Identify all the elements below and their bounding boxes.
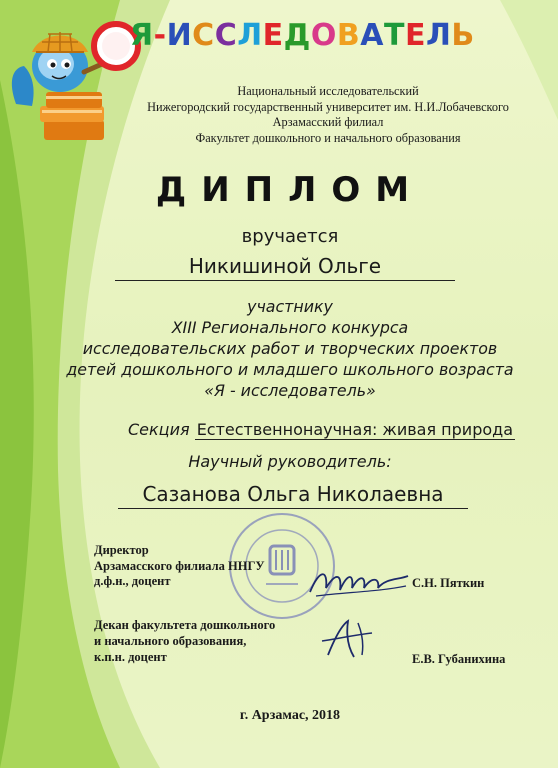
brand-title-text xyxy=(130,18,475,53)
participant-line: исследовательских работ и творческих проектов xyxy=(82,339,498,358)
brand-letter: Я xyxy=(130,18,154,53)
explorer-logo xyxy=(2,8,142,158)
institution-block xyxy=(128,84,528,146)
institution-line: Арзамасский филиал xyxy=(272,115,384,129)
supervisor-name: Сазанова Ольга Николаевна xyxy=(118,482,468,509)
director-line: Директор xyxy=(94,543,149,557)
dean-line: Декан факультета дошкольного xyxy=(94,618,276,632)
institution-line: Национальный исследовательский xyxy=(237,84,419,98)
diploma-title: ДИПЛОМ xyxy=(155,170,425,210)
section-line xyxy=(128,420,515,439)
brand-letter: С xyxy=(192,18,215,53)
brand-letter: Л xyxy=(237,18,263,53)
dean-name: Е.В. Губанихина xyxy=(412,652,506,666)
brand-letter: Л xyxy=(425,18,452,53)
brand-letter: И xyxy=(166,18,193,53)
dean-line: к.п.н. доцент xyxy=(94,650,167,664)
director-block xyxy=(94,543,265,590)
dean-line: и начального образования, xyxy=(94,634,247,648)
dean-block xyxy=(94,617,275,665)
brand-letter: О xyxy=(310,18,337,53)
director-signature xyxy=(306,562,412,602)
brand-title xyxy=(130,18,550,53)
brand-letter: Е xyxy=(404,18,426,53)
recipient-name: Никишиной Ольге xyxy=(115,254,455,281)
section-value: Естественнонаучная: живая природа xyxy=(196,420,513,439)
brand-letter: Ь xyxy=(451,18,475,53)
brand-letter: - xyxy=(153,18,167,53)
city-year: г. Арзамас, 2018 xyxy=(239,708,341,723)
brand-letter: С xyxy=(214,18,238,53)
participant-block xyxy=(60,296,520,401)
director-line: д.ф.н., доцент xyxy=(94,574,171,588)
participant-line: участнику xyxy=(247,297,333,316)
awarded-text: вручается xyxy=(241,226,339,247)
brand-letter: В xyxy=(336,18,361,53)
brand-letter: А xyxy=(360,18,384,53)
supervisor-label: Научный руководитель: xyxy=(188,452,392,471)
section-label: Секция xyxy=(128,420,190,439)
brand-letter: Д xyxy=(283,18,311,53)
dean-signature xyxy=(318,615,378,665)
director-line: Арзамасского филиала ННГУ xyxy=(94,558,265,573)
brand-letter: Т xyxy=(383,18,405,53)
brand-letter: Е xyxy=(262,18,284,53)
participant-line: детей дошкольного и младшего школьного возраста xyxy=(66,360,514,379)
institution-line: Факультет дошкольного и начального образования xyxy=(195,130,461,145)
participant-line: XIII Регионального конкурса xyxy=(171,318,409,337)
director-name: С.Н. Пяткин xyxy=(412,576,485,590)
participant-line: «Я - исследователь» xyxy=(204,381,376,400)
institution-line: Нижегородский государственный университет им. Н.И.Лобачевского xyxy=(147,99,509,114)
